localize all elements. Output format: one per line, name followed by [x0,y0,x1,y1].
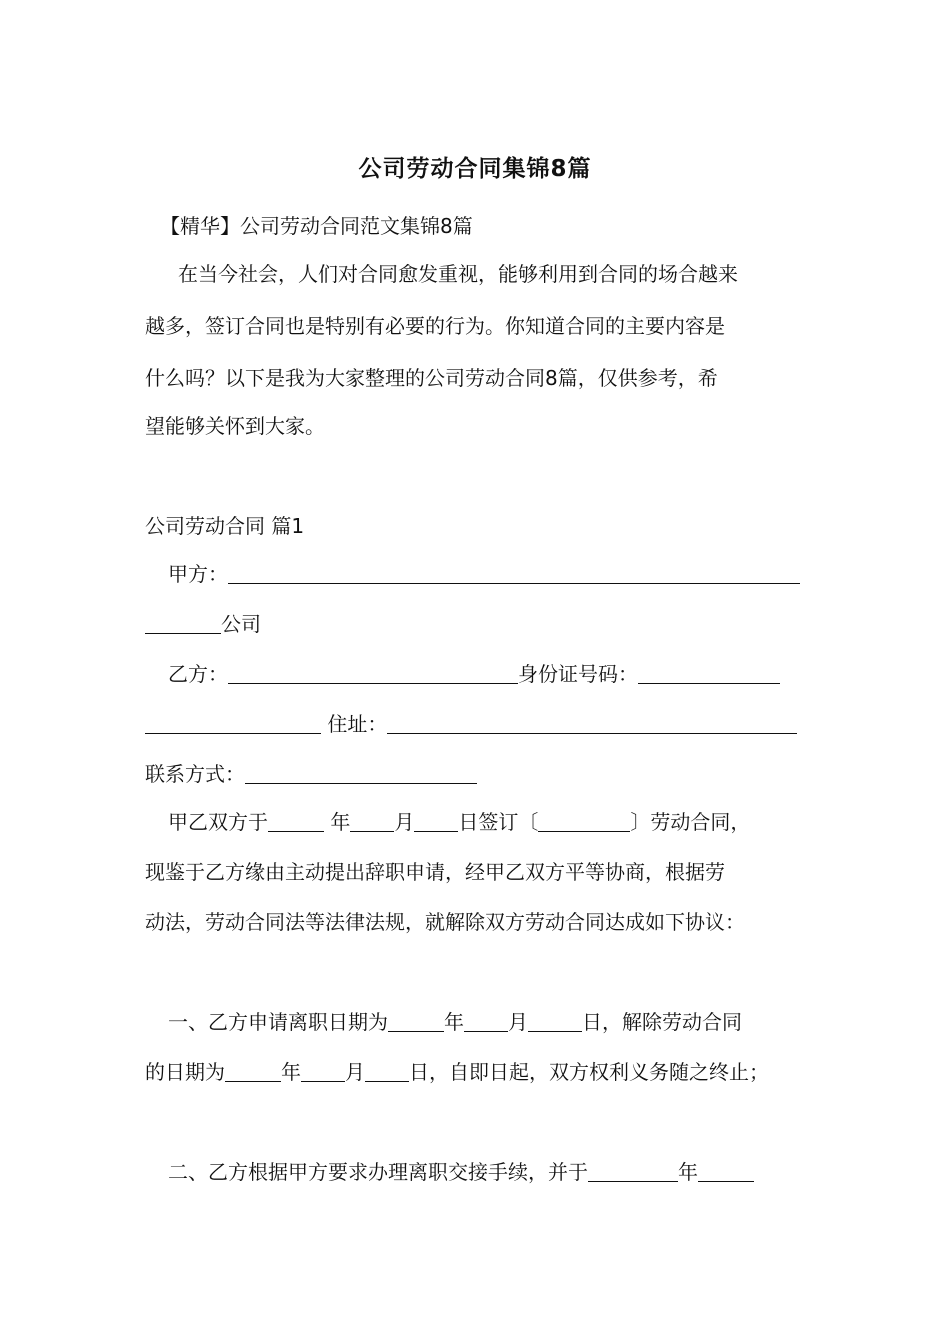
item1-month-blank[interactable] [464,1011,508,1032]
item1-day2-blank[interactable] [365,1061,409,1082]
item1-line-1 [168,1008,848,1036]
signed-close: 〕劳动合同， [630,810,751,834]
company-suffix: 公司 [221,612,261,636]
document-title: 公司劳动合同集锦8篇 [358,156,592,182]
party-b-label: 乙方： [168,662,228,686]
item1-day-blank[interactable] [528,1011,582,1032]
party-b-line [168,660,848,688]
contract-type-blank[interactable] [538,811,630,832]
id-blank-2[interactable] [145,713,321,734]
contact-label: 联系方式： [145,762,245,786]
subtitle: 【精华】公司劳动合同范文集锦8篇 [160,214,473,238]
signed-text-1: 甲乙双方于 [168,810,268,834]
signed-day-label: 日签订〔 [458,810,539,834]
item1-year-label: 年 [444,1010,464,1034]
signed-month-blank[interactable] [350,811,394,832]
intro-line-4: 望能够关怀到大家。 [145,414,325,438]
item2-year-label: 年 [678,1160,698,1184]
item2-line-1 [168,1158,848,1186]
item1-text: 一、乙方申请离职日期为 [168,1010,388,1034]
company-line [145,610,825,638]
item1-line-2 [145,1058,825,1086]
item1-tail-2: 日，自即日起，双方权利义务随之终止； [409,1060,769,1084]
contact-blank[interactable] [245,763,477,784]
address-line [145,710,825,738]
company-blank[interactable] [145,613,221,634]
item2-year-blank[interactable] [588,1161,678,1182]
item1-year-blank[interactable] [388,1011,444,1032]
item2-month-blank[interactable] [698,1161,754,1182]
party-a-line [168,560,848,588]
signed-line-2: 现鉴于乙方缘由主动提出辞职申请，经甲乙双方平等协商，根据劳 [145,860,725,884]
signed-year-label: 年 [330,810,351,834]
item1-year2-blank[interactable] [225,1061,281,1082]
signed-day-blank[interactable] [414,811,458,832]
signed-line [168,808,848,836]
party-a-label: 甲方： [168,562,228,586]
address-blank[interactable] [387,713,797,734]
item1-month2-blank[interactable] [301,1061,345,1082]
intro-line-2: 越多，签订合同也是特别有必要的行为。你知道合同的主要内容是 [145,314,725,338]
party-b-blank[interactable] [228,663,518,684]
signed-year-blank[interactable] [268,811,324,832]
party-a-blank[interactable] [228,563,800,584]
signed-line-3: 动法，劳动合同法等法律法规，就解除双方劳动合同达成如下协议： [145,910,745,934]
intro-line-1: 在当今社会，人们对合同愈发重视，能够利用到合同的场合越来 [178,262,738,286]
item1-month-label: 月 [508,1010,528,1034]
id-label: 身份证号码： [518,662,638,686]
item2-text: 二、乙方根据甲方要求办理离职交接手续，并于 [168,1160,588,1184]
item1-month2-label: 月 [345,1060,365,1084]
intro-line-3: 什么吗？以下是我为大家整理的公司劳动合同8篇，仅供参考，希 [145,366,718,390]
section-heading: 公司劳动合同 篇1 [145,514,305,538]
address-label: 住址： [327,712,388,736]
contact-line [145,760,825,788]
item1-year2-label: 年 [281,1060,301,1084]
item1-text-2: 的日期为 [145,1060,225,1084]
item1-day-tail: 日，解除劳动合同 [582,1010,742,1034]
id-blank-1[interactable] [638,663,780,684]
signed-month-label: 月 [394,810,415,834]
